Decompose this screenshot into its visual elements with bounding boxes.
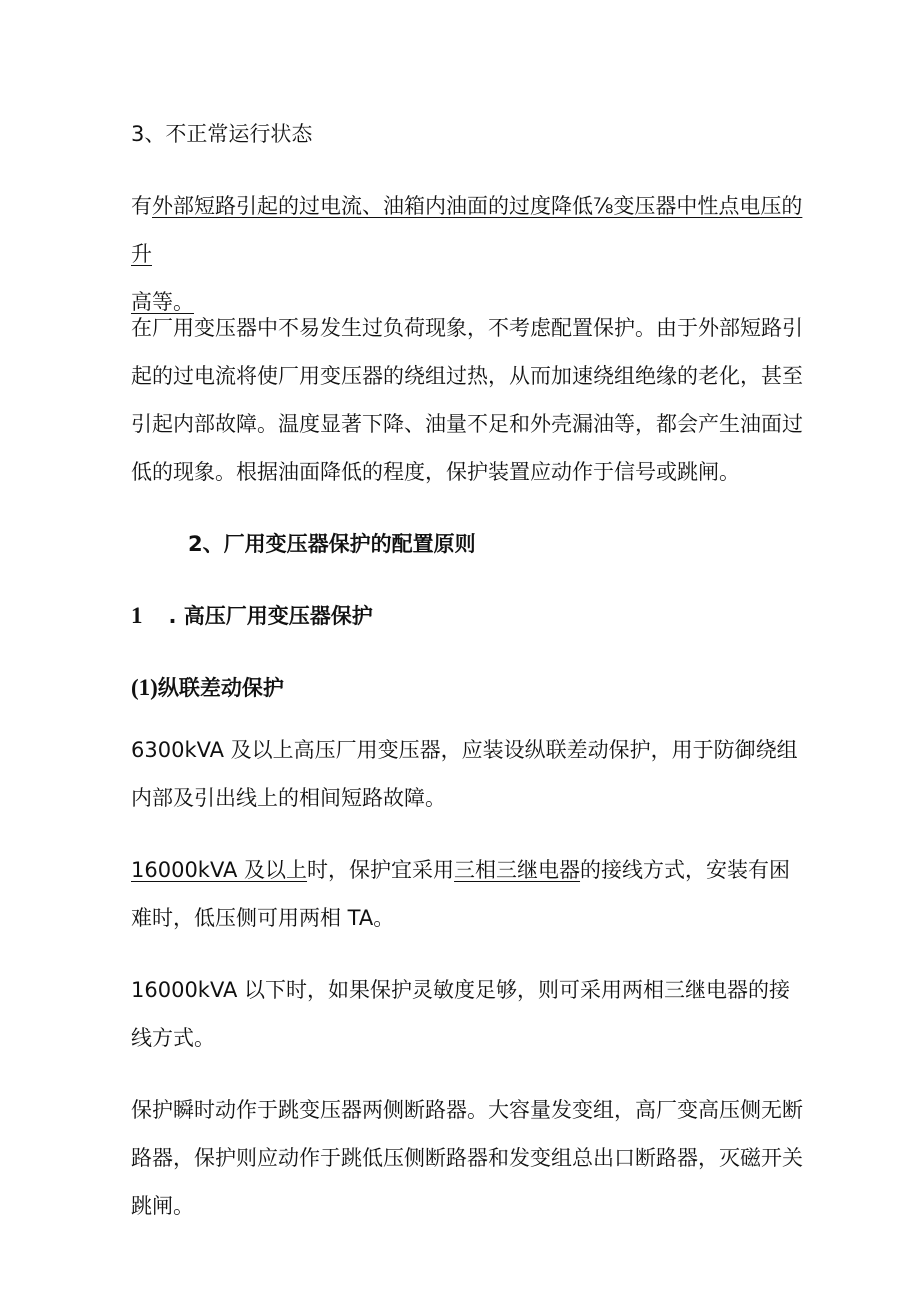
paragraph-6300kva: 6300kVA 及以上高压厂用变压器，应装设纵联差动保护，用于防御绕组内部及引出线上的相间短路故障。	[131, 738, 798, 810]
subsection-title: 纵联差动保护	[157, 676, 284, 700]
section-title: . 高压厂用变压器保护	[168, 604, 373, 628]
section-number: 1	[131, 603, 143, 628]
text-pre: 有	[131, 194, 152, 218]
underlined-tail: 高等。	[131, 290, 194, 314]
subsection-number: (1)	[131, 675, 158, 700]
paragraph-16000kva-above	[131, 846, 807, 942]
text-rest: 的接线方式，安装有困难时，低压侧可用两相 TA。	[131, 858, 791, 930]
heading-differential-protection	[131, 664, 807, 712]
underlined-text: 外部短路引起的过电流、油箱内油面的过度降低⅞变压器中性点电压的升	[131, 194, 803, 266]
paragraph-16000kva-below: 16000kVA 以下时，如果保护灵敏度足够，则可采用两相三继电器的接线方式。	[131, 978, 791, 1050]
underlined-capacity: 16000kVA 及以上	[131, 858, 308, 882]
heading-hv-transformer-protection	[131, 592, 807, 640]
heading-config-principle: 2、厂用变压器保护的配置原则	[188, 532, 476, 556]
underlined-relay: 三相三继电器	[454, 858, 581, 882]
paragraph-overload: 在厂用变压器中不易发生过负荷现象，不考虑配置保护。由于外部短路引起的过电流将使厂用变压器的绕组过热，从而加速绕组绝缘的老化，甚至引起内部故障。温度显著下降、油量不足和外壳漏油等，都会产生油面过低的现象。根据油面降低的程度，保护装置应动作于信号或跳闸。	[131, 316, 803, 484]
text-mid: 时，保护宜采用	[307, 858, 455, 882]
heading-abnormal-state: 3、不正常运行状态	[131, 122, 313, 146]
paragraph-trip-action: 保护瞬时动作于跳变压器两侧断路器。大容量发变组，高厂变高压侧无断路器，保护则应动作于跳低压侧断路器和发变组总出口断路器，灭磁开关跳闸。	[131, 1098, 803, 1218]
